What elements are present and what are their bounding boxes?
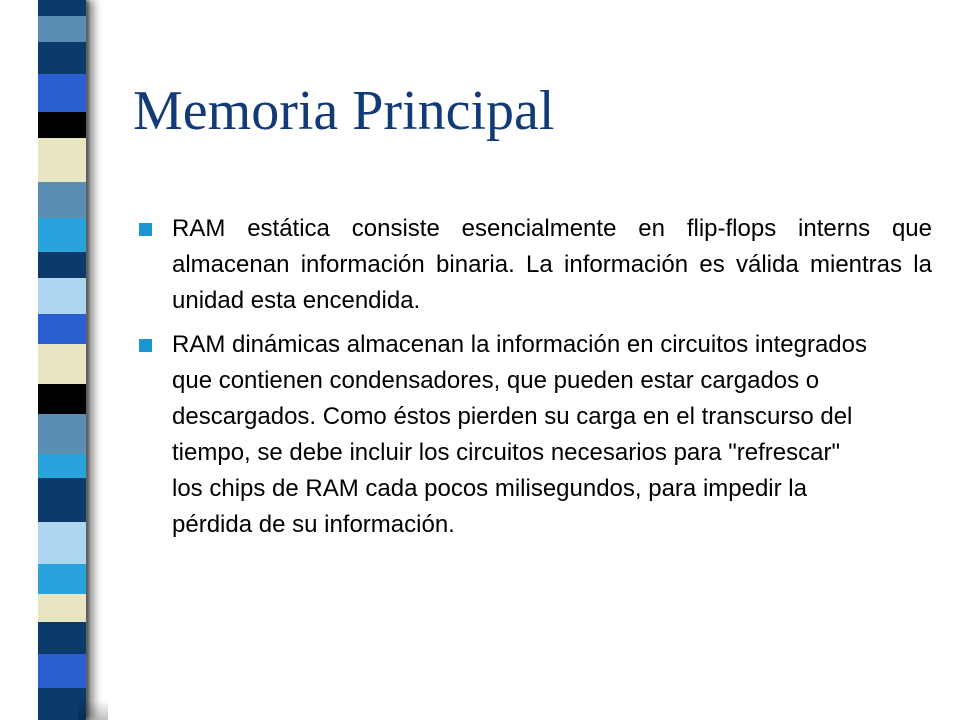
stripe-segment — [38, 622, 86, 654]
stripe-segment — [38, 74, 86, 112]
stripe-segment — [38, 594, 86, 622]
decorative-stripe-bar — [38, 0, 86, 720]
stripe-segment — [38, 344, 86, 384]
stripe-segment — [38, 384, 86, 414]
stripe-segment — [38, 138, 86, 182]
bullet-text: RAM dinámicas almacenan la información en circuitos integrados que contienen condensadores, que pueden estar cargados o descargados. Como éstos pierden su carga en el transcurso del tiempo, se debe incluir los circuitos necesarios para "refrescar" los chips de RAM cada pocos milisegundos, para impedir la pérdida de su información. — [172, 331, 867, 538]
stripe-segment — [38, 112, 86, 138]
square-bullet-icon — [139, 223, 152, 236]
bullet-text: RAM estática consiste esencialmente en flip-flops interns que almacenan información binaria. La información es válida mientras la unidad esta encendida. — [172, 215, 932, 314]
bullet-list — [132, 211, 932, 543]
stripe-segment — [38, 42, 86, 74]
stripe-segment — [38, 0, 86, 16]
square-bullet-icon — [139, 339, 152, 352]
bullet-item — [132, 327, 932, 543]
stripe-segment — [38, 16, 86, 42]
stripe-segment — [38, 414, 86, 454]
stripe-segment — [38, 564, 86, 594]
stripe-segment — [38, 454, 86, 478]
stripe-segment — [38, 252, 86, 278]
stripe-segment — [38, 478, 86, 522]
stripe-segment — [38, 182, 86, 218]
stripe-shadow — [78, 700, 108, 720]
stripe-segment — [38, 218, 86, 252]
bullet-item — [132, 211, 932, 319]
stripe-segment — [38, 278, 86, 314]
slide-title: Memoria Principal — [133, 80, 555, 142]
stripe-segment — [38, 522, 86, 564]
stripe-segment — [38, 314, 86, 344]
stripe-segment — [38, 654, 86, 688]
